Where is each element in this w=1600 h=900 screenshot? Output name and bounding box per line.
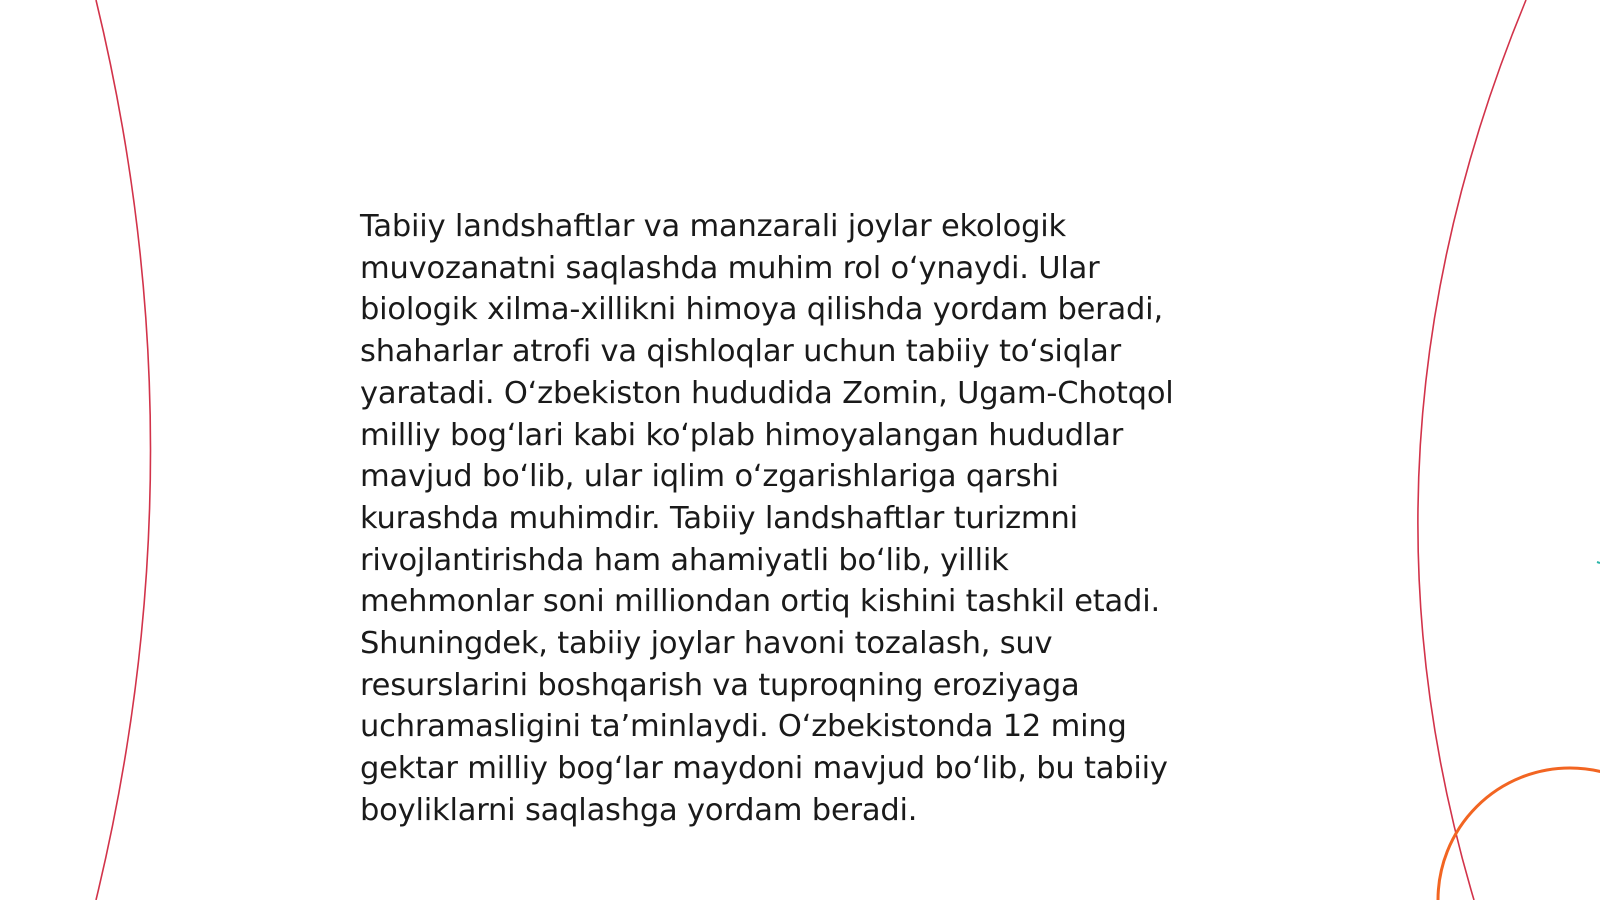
paragraph-line: mehmonlar soni milliondan ortiq kishini tashkil etadi. xyxy=(360,584,1160,620)
paragraph-line: Tabiiy landshaftlar va manzarali joylar ekologik xyxy=(360,209,1067,244)
paragraph-line: boyliklarni saqlashga yordam beradi. xyxy=(360,792,918,828)
paragraph-line: shaharlar atrofi va qishloqlar uchun tabiiy to‘siqlar xyxy=(360,334,1121,370)
body-paragraph xyxy=(360,206,1260,832)
paragraph-line: mavjud bo‘lib, ular iqlim o‘zgarishlariga qarshi xyxy=(360,459,1059,495)
paragraph-line: muvozanatni saqlashda muhim rol o‘ynaydi. Ular xyxy=(360,250,1100,286)
paragraph-line: biologik xilma-xillikni himoya qilishda yordam beradi, xyxy=(360,292,1163,328)
paragraph-line: resurslarini boshqarish va tuproqning eroziyaga xyxy=(360,667,1080,703)
paragraph-line: milliy bog‘lari kabi ko‘plab himoyalangan hududlar xyxy=(360,417,1124,453)
left-decorative-curve xyxy=(96,0,151,900)
paragraph-line: rivojlantirishda ham ahamiyatli bo‘lib, yillik xyxy=(360,542,1009,578)
paragraph-line: yaratadi. O‘zbekiston hududida Zomin, Ugam-Chotqol xyxy=(360,375,1174,411)
orange-decorative-circle xyxy=(1438,768,1600,900)
paragraph-line: gektar milliy bog‘lar maydoni mavjud bo‘lib, bu tabiiy xyxy=(360,751,1168,787)
paragraph-line: kurashda muhimdir. Tabiiy landshaftlar turizmni xyxy=(360,500,1078,536)
paragraph-line: Shuningdek, tabiiy joylar havoni tozalash, suv xyxy=(360,626,1053,662)
right-decorative-curve xyxy=(1418,0,1526,900)
paragraph-line: uchramasligini ta’minlaydi. O‘zbekistonda 12 ming xyxy=(360,709,1127,745)
